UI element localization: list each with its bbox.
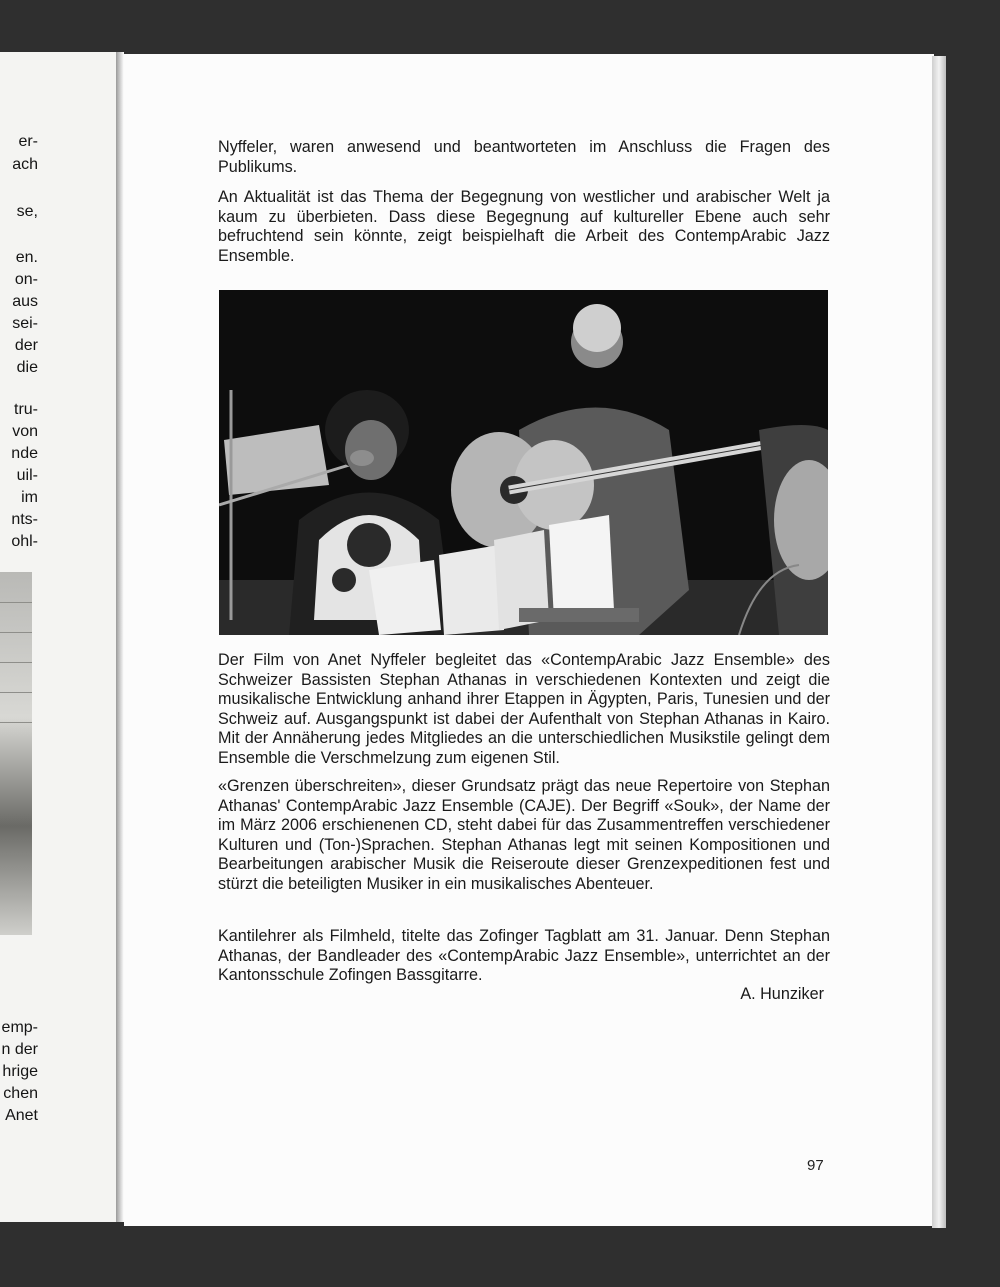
- paragraph-5: Kantilehrer als Filmheld, titelte das Zofinger Tagblatt am 31. Januar. Denn Stephan Athanas, der Bandleader des «ContempArabic Jazz Ensemble», unterrichtet an der Kantonsschule Zofingen Bassgitarre.: [218, 927, 830, 985]
- paragraph-1: Nyffeler, waren anwesend und beantworteten im Anschluss die Fragen des Publikums.: [218, 138, 830, 176]
- left-page-photo: [0, 572, 32, 935]
- paragraph-3: Der Film von Anet Nyffeler begleitet das «ContempArabic Jazz Ensemble» des Schweizer Bassisten Stephan Athanas in verschiedenen Kontexten und zeigt die musikalische Entwicklung anhand ihrer Etappen in Ägypten, Paris, Tunesien und der Schweiz auf. Ausgangspunkt ist dabei der Aufenthalt von Stephan Athanas in Kairo. Mit der Annäherung jedes Mitgliedes an die unterschiedlichen Musikstile gelingt dem Ensemble die Verschmelzung zum eigenen Stil.: [218, 651, 830, 767]
- left-page-fragment: Anet: [5, 1107, 38, 1124]
- author-signature: A. Hunziker: [740, 985, 824, 1003]
- left-page-fragment: hrige: [2, 1063, 38, 1080]
- concert-photo: [219, 290, 828, 635]
- paragraph-2: An Aktualität ist das Thema der Begegnung von westlicher und arabischer Welt ja kaum zu überbieten. Dass diese Begegnung auf kultureller Ebene auch sehr befruchtend sein könnte, zeigt beispielhaft die Arbeit des ContempArabic Jazz Ensemble.: [218, 188, 830, 265]
- left-page-fragment: von: [12, 423, 38, 440]
- book-gutter: [116, 52, 124, 1222]
- left-page-fragment: emp-: [1, 1019, 38, 1036]
- left-page-fragment: en.: [15, 249, 38, 266]
- left-page-fragment: nde: [11, 445, 38, 462]
- left-page-fragment: die: [16, 359, 38, 376]
- left-page-fragment: aus: [12, 293, 38, 310]
- paragraph-4: «Grenzen überschreiten», dieser Grundsatz prägt das neue Repertoire von Stephan Athanas' ContempArabic Jazz Ensemble (CAJE). Der Begriff «Souk», der Name der im März 2006 erschienenen CD, steht dabei für das Zusammentreffen verschiedener Kulturen und (Ton-)Sprachen. Stephan Athanas legt mit seinen Kompositionen und Bearbeitungen arabischer Musik die Reiseroute dieser Grenzexpeditionen fest und stürzt die beteiligten Musiker in ein musikalisches Abenteuer.: [218, 777, 830, 893]
- left-page-fragment: er-: [18, 133, 38, 150]
- left-page-fragment: tru-: [14, 401, 38, 418]
- concert-photo-illustration: [219, 290, 828, 635]
- left-page-fragment: der: [14, 337, 38, 354]
- left-page-fragment: se,: [16, 203, 38, 220]
- left-page-fragment: on-: [14, 271, 38, 288]
- left-page-fragment: ach: [12, 156, 38, 173]
- left-page-fragment: uil-: [16, 467, 38, 484]
- page-edge: [932, 56, 946, 1228]
- left-page-fragment: ohl-: [11, 533, 38, 550]
- left-page-fragment: chen: [3, 1085, 38, 1102]
- left-page-fragment: sei-: [12, 315, 38, 332]
- left-page: [0, 52, 117, 1222]
- left-page-fragment: nts-: [11, 511, 38, 528]
- left-page-fragment: n der: [1, 1041, 38, 1058]
- left-page-fragment: im: [21, 489, 38, 506]
- page-number: 97: [807, 1157, 824, 1174]
